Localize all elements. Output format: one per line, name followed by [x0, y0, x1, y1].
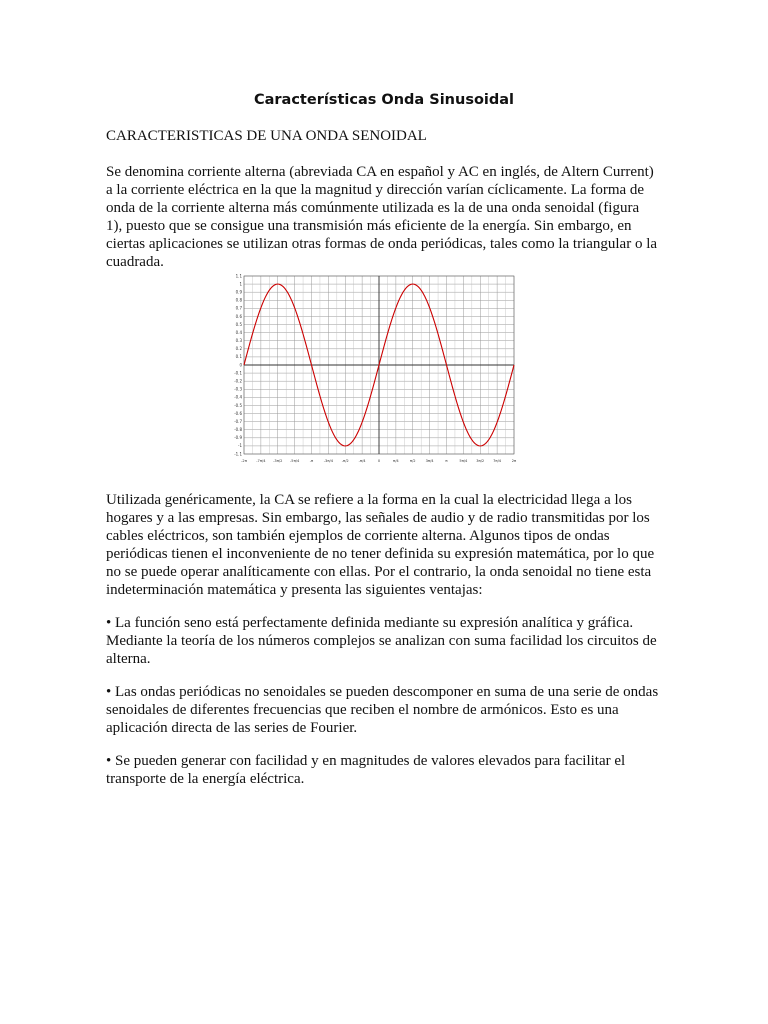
x-tick-label: 0	[377, 459, 381, 463]
x-tick-label: -2π	[241, 459, 247, 463]
bullet-line: alterna.	[106, 651, 151, 667]
bullet-item	[106, 683, 666, 737]
section-heading: CARACTERISTICAS DE UNA ONDA SENOIDAL	[106, 128, 427, 144]
x-tick-label: -3π/2	[273, 459, 283, 463]
bullet-line: • La función seno está perfectamente definida mediante su expresión analítica y gráfica.	[106, 615, 634, 631]
y-tick-label: 0.5	[235, 321, 242, 327]
bullet-line: senoidales de diferentes frecuencias que reciben el nombre de armónicos. Esto es una	[106, 702, 619, 718]
usage-paragraph	[106, 491, 666, 599]
x-tick-label: 2π	[511, 459, 517, 463]
paragraph-line: periódicas tienen el inconveniente de no tener definida su expresión matemática, por lo que	[106, 546, 655, 562]
chart-svg	[232, 270, 518, 468]
sine-wave-chart	[232, 270, 518, 468]
y-tick-label: 0.6	[235, 313, 242, 319]
x-tick-label: -7π/4	[256, 459, 266, 463]
paragraph-line: a la corriente eléctrica en la que la magnitud y dirección varían cíclicamente. La forma de	[106, 182, 645, 198]
x-tick-label: π	[445, 459, 448, 463]
paragraph-line: Utilizada genéricamente, la CA se refiere a la forma en la cual la electricidad llega a los	[106, 492, 632, 508]
y-tick-label: 0.2	[235, 346, 242, 352]
paragraph-line: indeterminación matemática y presenta las siguientes ventajas:	[106, 582, 483, 598]
x-tick-label: π/4	[393, 459, 399, 463]
y-tick-label: 0.8	[235, 297, 242, 303]
y-tick-label: -0.2	[234, 378, 242, 384]
paragraph-line: no se puede operar analíticamente con ellas. Por el contrario, la onda senoidal no tiene esta	[106, 564, 652, 580]
y-tick-label: -0.3	[234, 386, 242, 392]
y-tick-label: 0	[239, 362, 242, 368]
x-tick-label: -π	[309, 459, 314, 463]
paragraph-line: onda de la corriente alterna más comúnmente utilizada es la de una onda senoidal (figura	[106, 200, 640, 216]
document-title: Características Onda Sinusoidal	[253, 92, 515, 108]
bullet-item	[106, 752, 666, 788]
y-tick-label: -0.7	[234, 418, 242, 424]
paragraph-line: ciertas aplicaciones se utilizan otras formas de onda periódicas, tales como la triangular o la	[106, 236, 658, 252]
y-tick-label: -1.1	[234, 451, 242, 457]
x-tick-label: -3π/4	[323, 459, 333, 463]
x-tick-label: 3π/2	[476, 459, 485, 463]
bullet-line: Mediante la teoría de los números complejos se analizan con suma facilidad los circuitos de	[106, 633, 657, 649]
y-tick-label: -0.6	[234, 410, 242, 416]
paragraph-line: cuadrada.	[106, 254, 164, 270]
y-tick-label: 1.1	[235, 273, 242, 279]
x-tick-label: -5π/4	[290, 459, 300, 463]
intro-paragraph	[106, 163, 666, 271]
bullet-line: transporte de la energía eléctrica.	[106, 771, 305, 787]
bullet-line: • Las ondas periódicas no senoidales se pueden descomponer en suma de una serie de ondas	[106, 684, 659, 700]
x-tick-label: π/2	[409, 459, 416, 463]
x-tick-label: -π/4	[358, 459, 366, 463]
x-tick-label: 5π/4	[459, 459, 468, 463]
y-tick-label: -0.8	[234, 427, 242, 433]
bullet-line: • Se pueden generar con facilidad y en magnitudes de valores elevados para facilitar el	[106, 753, 626, 769]
y-tick-label: 0.7	[235, 305, 242, 311]
bullet-line: aplicación directa de las series de Fourier.	[106, 720, 358, 736]
y-tick-label: 0.3	[235, 338, 242, 344]
y-tick-label: -0.4	[234, 394, 242, 400]
y-tick-label: 0.9	[235, 289, 242, 295]
y-tick-label: -0.5	[234, 402, 242, 408]
bullet-item	[106, 614, 666, 668]
paragraph-line: cables eléctricos, son también ejemplos de corriente alterna. Algunos tipos de ondas	[106, 528, 610, 544]
y-tick-label: -1	[238, 443, 242, 449]
y-tick-label: 1	[239, 281, 242, 287]
y-tick-label: 0.4	[235, 329, 242, 335]
x-tick-label: 3π/4	[425, 459, 434, 463]
paragraph-line: 1), puesto que se consigue una transmisión más eficiente de la energía. Sin embargo, en	[106, 218, 632, 234]
y-tick-label: 0.1	[235, 354, 242, 360]
paragraph-line: Se denomina corriente alterna (abreviada CA en español y AC en inglés, de Altern Current)	[106, 164, 654, 180]
y-tick-label: -0.1	[234, 370, 242, 376]
x-tick-label: 7π/4	[493, 459, 502, 463]
paragraph-line: hogares y a las empresas. Sin embargo, las señales de audio y de radio transmitidas por los	[106, 510, 650, 526]
y-tick-label: -0.9	[234, 435, 242, 441]
x-tick-label: -π/2	[341, 459, 349, 463]
